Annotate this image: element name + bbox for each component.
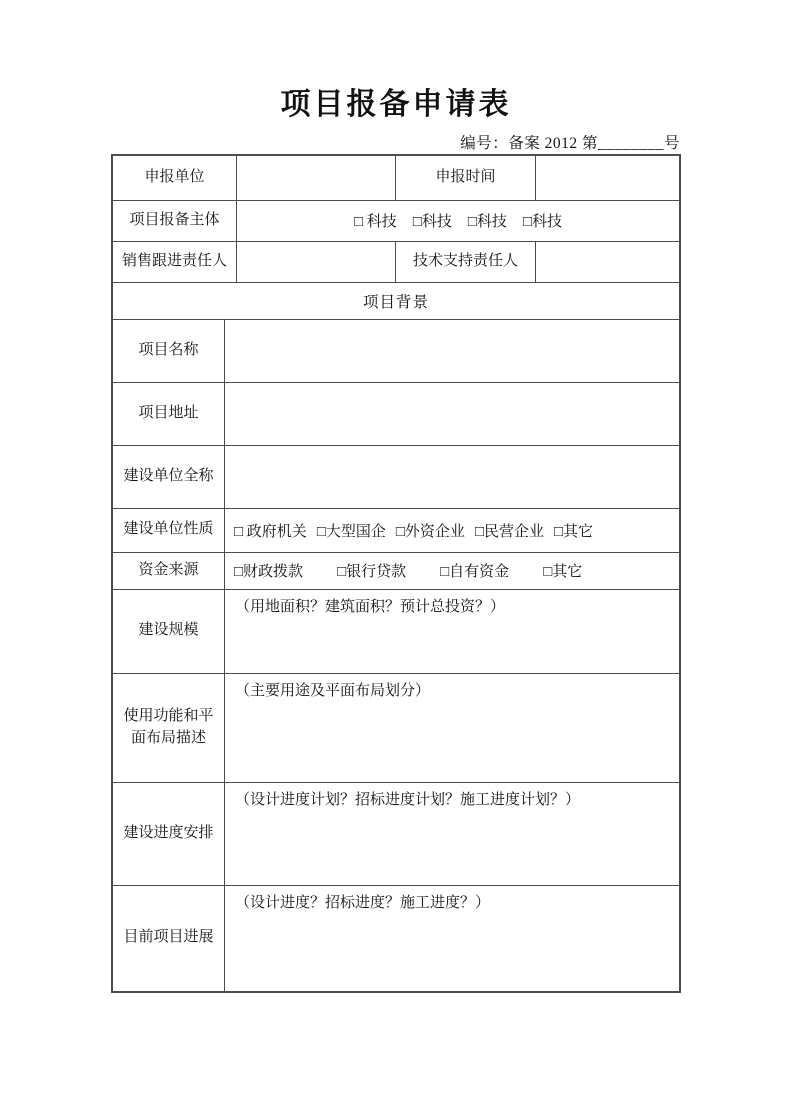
checkbox-option-tech-2[interactable]: □科技 (412, 214, 452, 230)
checkbox-option-private-enterprise[interactable]: □民营企业 (474, 523, 544, 540)
application-form-table (111, 154, 681, 993)
table-row (113, 886, 679, 991)
table-row (113, 156, 679, 201)
label-report-subject: 项目报备主体 (113, 201, 237, 242)
funding-source-options (225, 553, 679, 590)
builder-type-options (225, 509, 679, 553)
form-code-line: 编号：备案 2012 第________号 (460, 134, 680, 152)
label-tech-support-owner: 技术支持责任人 (396, 242, 536, 283)
label-build-scale: 建设规模 (113, 590, 225, 674)
label-build-schedule: 建设进度安排 (113, 783, 225, 886)
input-declaring-unit[interactable] (237, 156, 396, 201)
label-funding-source: 资金来源 (113, 553, 225, 590)
label-builder-type: 建设单位性质 (113, 509, 225, 553)
hint-build-schedule: （设计进度计划？招标进度计划？施工进度计划？） (235, 791, 581, 808)
hint-function-layout: （主要用途及平面布局划分） (235, 682, 431, 699)
table-row (113, 320, 679, 383)
checkbox-option-bank-loan[interactable]: □银行贷款 (337, 564, 407, 580)
checkbox-option-foreign-enterprise[interactable]: □外资企业 (395, 523, 465, 540)
checkbox-option-fiscal-appropriation[interactable]: □财政拨款 (234, 564, 304, 580)
table-row (113, 383, 679, 446)
checkbox-option-tech-4[interactable]: □科技 (522, 214, 562, 230)
label-project-address: 项目地址 (113, 383, 225, 446)
form-title: 项目报备申请表 (280, 88, 512, 121)
table-row (113, 590, 679, 674)
checkbox-option-government[interactable]: □ 政府机关 (234, 523, 307, 540)
table-row (113, 446, 679, 509)
checkbox-option-builder-other[interactable]: □其它 (554, 523, 594, 540)
checkbox-option-funding-other[interactable]: □其它 (543, 564, 583, 580)
report-subject-options (237, 201, 679, 242)
table-row (113, 509, 679, 553)
table-row (113, 242, 679, 283)
checkbox-option-tech-3[interactable]: □科技 (467, 214, 507, 230)
label-declaring-unit: 申报单位 (113, 156, 237, 201)
label-function-layout: 使用功能和平面布局描述 (113, 674, 225, 783)
checkbox-option-tech-1[interactable]: □ 科技 (354, 214, 397, 230)
hint-build-scale: （用地面积？建筑面积？预计总投资？） (235, 598, 506, 615)
input-project-address[interactable] (225, 383, 679, 446)
table-row (113, 783, 679, 886)
label-current-progress: 目前项目进展 (113, 886, 225, 991)
input-current-progress[interactable] (225, 886, 679, 991)
section-title-project-background: 项目背景 (113, 283, 679, 320)
input-sales-owner[interactable] (237, 242, 396, 283)
input-function-layout[interactable] (225, 674, 679, 783)
label-project-name: 项目名称 (113, 320, 225, 383)
checkbox-option-state-enterprise[interactable]: □大型国企 (316, 523, 386, 540)
label-builder-name: 建设单位全称 (113, 446, 225, 509)
hint-current-progress: （设计进度？招标进度？施工进度？） (235, 894, 491, 911)
input-build-scale[interactable] (225, 590, 679, 674)
label-declare-time: 申报时间 (396, 156, 536, 201)
input-project-name[interactable] (225, 320, 679, 383)
checkbox-option-own-funds[interactable]: □自有资金 (440, 564, 510, 580)
input-builder-name[interactable] (225, 446, 679, 509)
table-row (113, 674, 679, 783)
input-declare-time[interactable] (536, 156, 679, 201)
table-row (113, 283, 679, 320)
table-row (113, 553, 679, 590)
table-row (113, 201, 679, 242)
label-sales-owner: 销售跟进责任人 (113, 242, 237, 283)
input-tech-support-owner[interactable] (536, 242, 679, 283)
input-build-schedule[interactable] (225, 783, 679, 886)
